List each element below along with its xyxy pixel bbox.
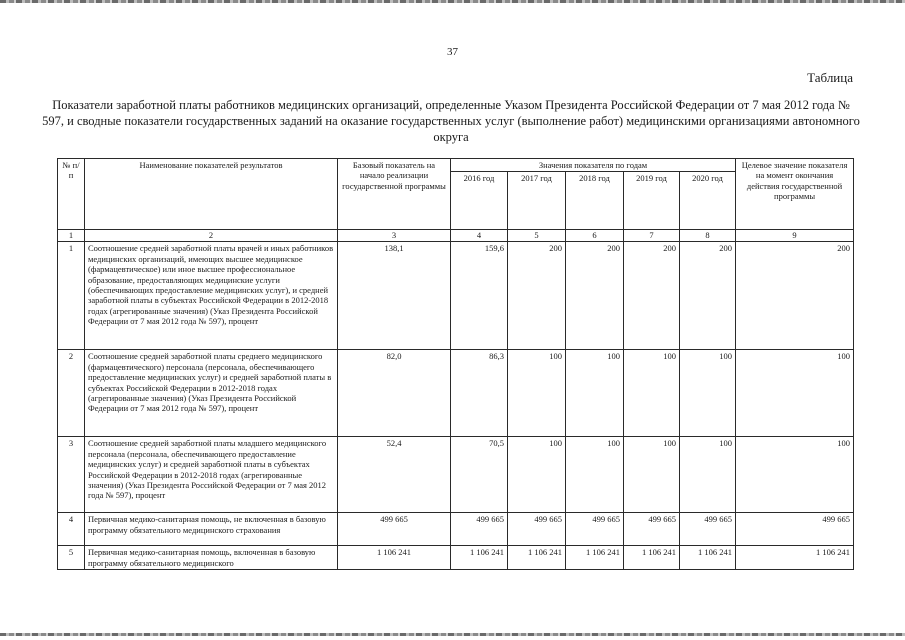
row-year-value: 499 665: [624, 513, 680, 546]
row-target-value: 100: [736, 350, 854, 437]
row-base-value: 138,1: [338, 242, 451, 350]
row-year-value: 100: [566, 437, 624, 513]
row-year-value: 200: [566, 242, 624, 350]
row-base-value: 1 106 241: [338, 546, 451, 570]
scan-edge-bottom: [0, 633, 905, 636]
table-row: [58, 242, 854, 350]
column-number: 4: [451, 230, 508, 242]
row-number: 3: [58, 437, 85, 513]
row-target-value: 100: [736, 437, 854, 513]
column-numbers-row: [58, 230, 854, 242]
page-number: 37: [447, 46, 458, 58]
row-name: Соотношение средней заработной платы младшего медицинского персонала (персонала, обеспечивающего предоставление медицинских услуг) и средней заработной платы в субъектах Российской Федерации в 2012-2018 годах (агрегированные значения) (Указ Президента Российской Федерации от 7 мая 2012 года № 597), процент: [85, 437, 338, 513]
row-base-value: 499 665: [338, 513, 451, 546]
row-year-value: 499 665: [508, 513, 566, 546]
indicators-table: [57, 158, 854, 570]
table-row: [58, 546, 854, 570]
row-year-value: 1 106 241: [680, 546, 736, 570]
header-year: 2019 год: [624, 172, 680, 230]
column-number: 1: [58, 230, 85, 242]
header-base: Базовый показатель на начало реализации государственной программы: [338, 159, 451, 230]
row-year-value: 499 665: [451, 513, 508, 546]
row-name: Соотношение средней заработной платы среднего медицинского (фармацевтического) персонала (персонала, обеспечивающего предоставление медицинских услуг) и средней заработной платы в субъектах Российской Федерации в 2012-2018 годах (агрегированные значения) (Указ Президента Российской Федерации от 7 мая 2012 года № 597), процент: [85, 350, 338, 437]
row-number: 5: [58, 546, 85, 570]
table-row: [58, 513, 854, 546]
row-year-value: 200: [624, 242, 680, 350]
column-number: 7: [624, 230, 680, 242]
column-number: 5: [508, 230, 566, 242]
table-label: Таблица: [807, 70, 853, 85]
row-name: Первичная медико-санитарная помощь, включенная в базовую программу обязательного медицинского: [85, 546, 338, 570]
row-year-value: 100: [680, 437, 736, 513]
row-year-value: 1 106 241: [451, 546, 508, 570]
row-target-value: 1 106 241: [736, 546, 854, 570]
row-year-value: 499 665: [680, 513, 736, 546]
row-number: 4: [58, 513, 85, 546]
row-year-value: 100: [508, 437, 566, 513]
row-year-value: 100: [624, 350, 680, 437]
header-target: Целевое значение показателя на момент окончания действия государственной программы: [736, 159, 854, 230]
row-number: 2: [58, 350, 85, 437]
scan-edge-top: [0, 0, 905, 3]
row-year-value: 1 106 241: [508, 546, 566, 570]
row-year-value: 200: [508, 242, 566, 350]
row-name: Первичная медико-санитарная помощь, не включенная в базовую программу обязательного медицинского страхования: [85, 513, 338, 546]
header-name: Наименование показателей результатов: [85, 159, 338, 230]
column-number: 6: [566, 230, 624, 242]
row-year-value: 1 106 241: [624, 546, 680, 570]
row-base-value: 82,0: [338, 350, 451, 437]
table-row: [58, 350, 854, 437]
column-number: 8: [680, 230, 736, 242]
row-year-value: 100: [566, 350, 624, 437]
header-year: 2020 год: [680, 172, 736, 230]
document-title: Показатели заработной платы работников медицинских организаций, определенные Указом Президента Российской Федерации от 7 мая 2012 года № 597, и сводные показатели государственных заданий на оказание государственных услуг (выполнение работ) медицинскими организациями автономного округа: [42, 98, 860, 144]
header-years-group: Значения показателя по годам: [451, 159, 736, 172]
row-year-value: 1 106 241: [566, 546, 624, 570]
row-year-value: 100: [508, 350, 566, 437]
row-year-value: 70,5: [451, 437, 508, 513]
header-year: 2017 год: [508, 172, 566, 230]
header-year: 2018 год: [566, 172, 624, 230]
column-number: 9: [736, 230, 854, 242]
row-year-value: 159,6: [451, 242, 508, 350]
row-year-value: 100: [680, 350, 736, 437]
row-name: Соотношение средней заработной платы врачей и иных работников медицинских организаций, имеющих высшее медицинское (фармацевтическое) или иное высшее профессиональное образование, предоставляющих медицинские услуги (обеспечивающих предоставление медицинских услуг), и средней заработной платы в субъектах Российской Федерации в 2012-2018 годах (агрегированные значения) (Указ Президента Российской Федерации от 7 мая 2012 года № 597), процент: [85, 242, 338, 350]
column-number: 2: [85, 230, 338, 242]
row-target-value: 499 665: [736, 513, 854, 546]
row-year-value: 86,3: [451, 350, 508, 437]
row-base-value: 52,4: [338, 437, 451, 513]
row-year-value: 499 665: [566, 513, 624, 546]
header-no: № п/п: [58, 159, 85, 230]
row-target-value: 200: [736, 242, 854, 350]
row-year-value: 100: [624, 437, 680, 513]
table-row: [58, 437, 854, 513]
row-year-value: 200: [680, 242, 736, 350]
row-number: 1: [58, 242, 85, 350]
header-year: 2016 год: [451, 172, 508, 230]
column-number: 3: [338, 230, 451, 242]
